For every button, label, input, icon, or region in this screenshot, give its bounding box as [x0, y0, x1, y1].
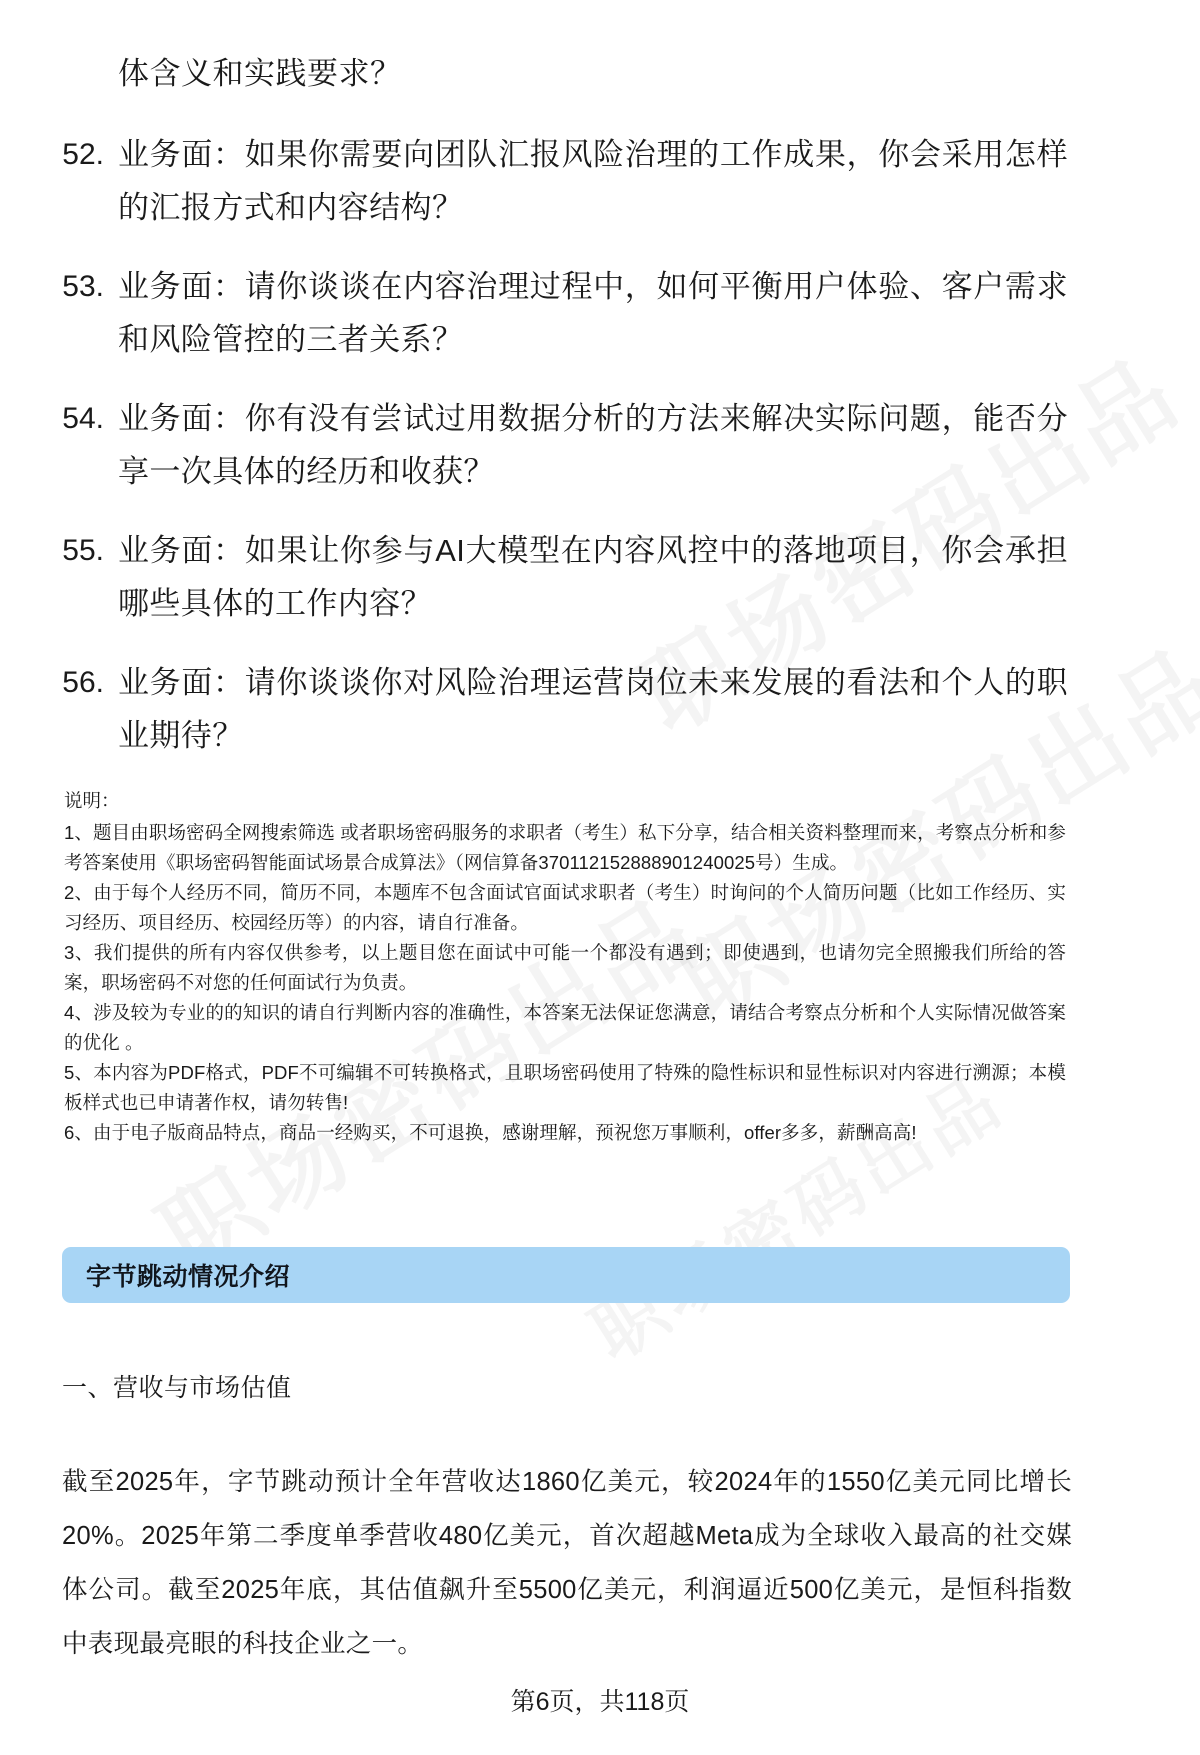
note-item: 4、涉及较为专业的的知识的请自行判断内容的准确性，本答案无法保证您满意，请结合考察点分析和个人实际情况做答案的优化 。 — [64, 1002, 1066, 1053]
question-item — [48, 128, 1068, 234]
body-paragraph: 截至2025年，字节跳动预计全年营收达1860亿美元，较2024年的1550亿美元同比增长20%。2025年第二季度单季营收480亿美元，首次超越Meta成为全球收入最高的社交媒体公司。截至2025年底，其估值飙升至5500亿美元，利润逼近500亿美元，是恒科指数中表现最亮眼的科技企业之一。 — [62, 1468, 1072, 1658]
notes-title: 说明： — [64, 790, 120, 811]
question-number: 52. — [62, 138, 104, 171]
question-text: 业务面：请你谈谈你对风险治理运营岗位未来发展的看法和个人的职业期待？ — [118, 665, 1068, 753]
question-number: 53. — [62, 270, 104, 303]
question-item — [48, 392, 1068, 498]
subsection-heading: 一、营收与市场估值 — [62, 1374, 292, 1402]
question-text: 业务面：你有没有尝试过用数据分析的方法来解决实际问题，能否分享一次具体的经历和收获？ — [118, 401, 1068, 489]
question-text: 业务面：如果你需要向团队汇报风险治理的工作成果，你会采用怎样的汇报方式和内容结构？ — [118, 137, 1068, 225]
note-item: 6、由于电子版商品特点，商品一经购买，不可退换，感谢理解，预祝您万事顺利，offer多多，薪酬高高! — [64, 1122, 917, 1143]
section-heading-bar — [62, 1247, 1070, 1303]
question-item — [48, 656, 1068, 762]
question-item — [48, 524, 1068, 630]
note-item: 3、我们提供的所有内容仅供参考，以上题目您在面试中可能一个都没有遇到；即使遇到，也请勿完全照搬我们所给的答案，职场密码不对您的任何面试行为负责。 — [64, 942, 1066, 993]
note-item: 1、题目由职场密码全网搜索筛选 或者职场密码服务的求职者（考生）私下分享，结合相关资料整理而来，考察点分析和参考答案使用《职场密码智能面试场景合成算法》（网信算备370112152888901240025号）生成。 — [64, 822, 1066, 873]
question-text: 业务面：如果让你参与AI大模型在内容风控中的落地项目，你会承担哪些具体的工作内容？ — [118, 533, 1068, 621]
question-list — [48, 128, 1068, 788]
note-item: 2、由于每个人经历不同，简历不同，本题库不包含面试官面试求职者（考生）时询问的个人简历问题（比如工作经历、实习经历、项目经历、校园经历等）的内容，请自行准备。 — [64, 882, 1066, 933]
question-number: 55. — [62, 534, 104, 567]
question-number: 54. — [62, 402, 104, 435]
question-number: 56. — [62, 666, 104, 699]
section-heading-label: 字节跳动情况介绍 — [86, 1263, 291, 1291]
page-footer: 第6页，共118页 — [510, 1688, 690, 1716]
continued-question-text: 体含义和实践要求？ — [118, 56, 402, 91]
notes-block — [64, 786, 1066, 1148]
note-item: 5、本内容为PDF格式，PDF不可编辑不可转换格式，且职场密码使用了特殊的隐性标识和显性标识对内容进行溯源；本模板样式也已申请著作权，请勿转售! — [64, 1062, 1066, 1113]
question-text: 业务面：请你谈谈在内容治理过程中，如何平衡用户体验、客户需求和风险管控的三者关系？ — [118, 269, 1068, 357]
question-item — [48, 260, 1068, 366]
